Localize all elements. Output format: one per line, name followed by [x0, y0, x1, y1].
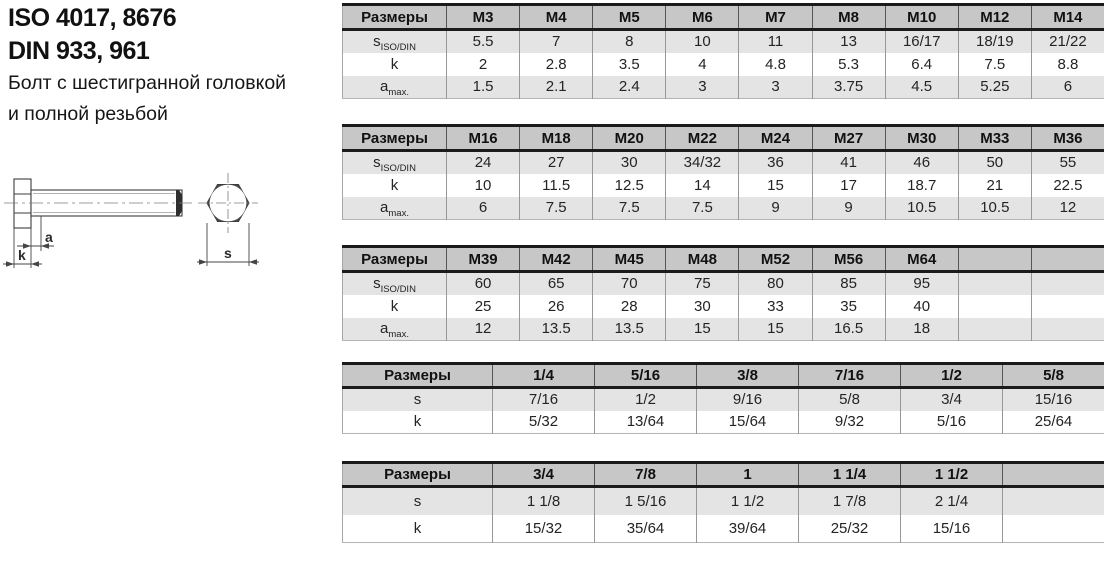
dimension-value-cell: 10.5 [885, 197, 958, 220]
dimension-value-cell: 7.5 [958, 53, 1031, 76]
dimension-value-cell: 1 1/2 [697, 487, 799, 515]
row-label-symbol: k [390, 176, 399, 194]
dimension-value-cell: 10 [447, 174, 520, 197]
row-label-subscript: max. [388, 329, 409, 341]
size-column-header: 3/4 [493, 463, 595, 487]
iso-standard-title: ISO 4017, 8676 [8, 4, 177, 32]
dimension-value-cell [958, 318, 1031, 341]
arrow-k-left [6, 261, 14, 267]
dimension-value-cell: 6 [447, 197, 520, 220]
size-column-header: M8 [812, 5, 885, 30]
row-label [343, 174, 447, 197]
size-column-header: M36 [1031, 126, 1104, 151]
dimension-value-cell: 3.5 [593, 53, 666, 76]
dimension-value-cell: 7 [520, 30, 593, 53]
row-label-symbol: s [413, 492, 422, 510]
dimension-value-cell: 30 [666, 295, 739, 318]
row-label [343, 487, 493, 515]
dimension-label-s: s [224, 245, 232, 261]
dimension-value-cell: 11 [739, 30, 812, 53]
dimension-value-cell: 33 [739, 295, 812, 318]
size-column-header: M18 [520, 126, 593, 151]
dimension-value-cell: 9 [739, 197, 812, 220]
dimension-value-cell: 9/32 [799, 411, 901, 434]
dimension-value-cell: 15/16 [1003, 388, 1104, 411]
size-column-header [1031, 247, 1104, 272]
dimension-value-cell: 4 [666, 53, 739, 76]
dimension-value-cell: 6.4 [885, 53, 958, 76]
bolt-end-view [197, 173, 259, 266]
size-column-header: 1 1/2 [901, 463, 1003, 487]
dimension-table-inch-sizes-threequarters-to-oneandhalf [342, 461, 1104, 543]
dimension-value-cell: 35 [812, 295, 885, 318]
dimension-value-cell: 21/22 [1031, 30, 1104, 53]
dimension-value-cell: 1.5 [447, 76, 520, 99]
dimension-table-metric-sizes-m3-m14 [342, 3, 1104, 99]
dimension-value-cell: 75 [666, 272, 739, 295]
arrow-s-right [249, 259, 257, 265]
dimension-value-cell: 11.5 [520, 174, 593, 197]
dimension-value-cell: 18.7 [885, 174, 958, 197]
product-description-line2: и полной резьбой [8, 103, 168, 125]
dimension-value-cell [1031, 295, 1104, 318]
bolt-side-view [4, 179, 192, 228]
size-column-header: 1/2 [901, 364, 1003, 388]
size-column-header: M45 [593, 247, 666, 272]
size-column-header: M3 [447, 5, 520, 30]
dimension-value-cell: 1 5/16 [595, 487, 697, 515]
row-label [343, 30, 447, 53]
size-column-header: M27 [812, 126, 885, 151]
row-label-symbol: a [380, 78, 389, 96]
row-label [343, 318, 447, 341]
dimension-value-cell: 5/16 [901, 411, 1003, 434]
bolt-technical-drawing [0, 165, 280, 290]
dimension-value-cell: 7.5 [520, 197, 593, 220]
dimension-value-cell: 5.25 [958, 76, 1031, 99]
row-label-symbol: k [413, 413, 422, 431]
dimension-value-cell: 12.5 [593, 174, 666, 197]
dimension-value-cell: 3/4 [901, 388, 1003, 411]
dimension-value-cell [958, 295, 1031, 318]
dimension-value-cell: 15/64 [697, 411, 799, 434]
dimension-value-cell: 30 [593, 151, 666, 174]
row-label [343, 295, 447, 318]
size-column-header: M42 [520, 247, 593, 272]
row-label-symbol: a [380, 199, 389, 217]
size-column-header: 1 1/4 [799, 463, 901, 487]
row-label-symbol: a [380, 320, 389, 338]
dimension-value-cell [1003, 487, 1104, 515]
row-label-symbol: k [390, 55, 399, 73]
dimension-value-cell: 4.5 [885, 76, 958, 99]
size-column-header: M14 [1031, 5, 1104, 30]
row-label-subscript: max. [388, 208, 409, 220]
dimension-value-cell: 17 [812, 174, 885, 197]
row-label-subscript: ISO/DIN [380, 42, 416, 54]
dimension-value-cell: 5.5 [447, 30, 520, 53]
dimension-value-cell: 26 [520, 295, 593, 318]
dimension-value-cell: 35/64 [595, 515, 697, 543]
dimension-table-inch-sizes-quarter-to-fiveeighths [342, 362, 1104, 434]
dimension-value-cell: 13.5 [520, 318, 593, 341]
row-label [343, 53, 447, 76]
size-column-header: M16 [447, 126, 520, 151]
dimension-value-cell: 36 [739, 151, 812, 174]
dimension-value-cell [1003, 515, 1104, 543]
dimension-value-cell: 25/32 [799, 515, 901, 543]
tables-root [342, 3, 1104, 543]
row-label [343, 197, 447, 220]
size-column-header: M52 [739, 247, 812, 272]
size-column-header [958, 247, 1031, 272]
dimension-value-cell: 21 [958, 174, 1031, 197]
row-label-symbol: k [413, 519, 422, 537]
dimension-value-cell: 16.5 [812, 318, 885, 341]
dimension-value-cell: 4.8 [739, 53, 812, 76]
dimension-value-cell: 25 [447, 295, 520, 318]
size-column-header: M30 [885, 126, 958, 151]
dimension-value-cell: 10 [666, 30, 739, 53]
row-label-subscript: ISO/DIN [380, 284, 416, 296]
arrow-s-left [199, 259, 207, 265]
dimension-value-cell: 2.4 [593, 76, 666, 99]
size-column-header: 7/8 [595, 463, 697, 487]
size-column-header: M4 [520, 5, 593, 30]
size-column-header: 3/8 [697, 364, 799, 388]
table-corner-header: Размеры [343, 5, 447, 30]
size-column-header: 5/8 [1003, 364, 1104, 388]
row-label [343, 151, 447, 174]
size-column-header: M56 [812, 247, 885, 272]
dimension-value-cell: 24 [447, 151, 520, 174]
row-label-subscript: max. [388, 87, 409, 99]
dimension-value-cell: 2.1 [520, 76, 593, 99]
dimension-value-cell: 12 [447, 318, 520, 341]
size-column-header: 7/16 [799, 364, 901, 388]
size-column-header: 1 [697, 463, 799, 487]
dimension-value-cell: 50 [958, 151, 1031, 174]
dimension-table-metric-sizes-m39-m64 [342, 245, 1104, 341]
size-column-header: M5 [593, 5, 666, 30]
table-corner-header: Размеры [343, 463, 493, 487]
dimension-value-cell: 41 [812, 151, 885, 174]
dimension-value-cell: 18/19 [958, 30, 1031, 53]
table-corner-header: Размеры [343, 247, 447, 272]
product-description-line1: Болт с шестигранной головкой [8, 72, 287, 94]
dimension-value-cell: 1 1/8 [493, 487, 595, 515]
size-column-header: M24 [739, 126, 812, 151]
dimension-value-cell: 8 [593, 30, 666, 53]
title-block [8, 2, 338, 130]
row-label [343, 515, 493, 543]
dimension-value-cell: 95 [885, 272, 958, 295]
dimension-value-cell: 34/32 [666, 151, 739, 174]
dimension-value-cell: 25/64 [1003, 411, 1104, 434]
dimension-value-cell: 5.3 [812, 53, 885, 76]
dimension-value-cell: 15/32 [493, 515, 595, 543]
dimension-value-cell: 15 [739, 318, 812, 341]
dimension-value-cell: 2 1/4 [901, 487, 1003, 515]
dimension-value-cell: 6 [1031, 76, 1104, 99]
size-column-header: M33 [958, 126, 1031, 151]
dimension-value-cell: 15 [666, 318, 739, 341]
dimension-value-cell: 55 [1031, 151, 1104, 174]
dimension-value-cell: 9/16 [697, 388, 799, 411]
table-corner-header: Размеры [343, 126, 447, 151]
arrow-k-right [31, 261, 39, 267]
dimension-value-cell: 9 [812, 197, 885, 220]
row-label-symbol: k [390, 297, 399, 315]
dimension-table-metric-sizes-m16-m36 [342, 124, 1104, 220]
row-label [343, 272, 447, 295]
dimension-value-cell: 3 [739, 76, 812, 99]
dimension-value-cell: 27 [520, 151, 593, 174]
dimension-value-cell: 46 [885, 151, 958, 174]
size-column-header: M6 [666, 5, 739, 30]
size-column-header: M48 [666, 247, 739, 272]
dimension-value-cell: 5/8 [799, 388, 901, 411]
size-column-header: M22 [666, 126, 739, 151]
row-label-symbol: s [373, 33, 381, 51]
dimension-label-k: k [18, 247, 26, 263]
dimension-value-cell [1031, 272, 1104, 295]
size-column-header: M20 [593, 126, 666, 151]
dimension-value-cell [1031, 318, 1104, 341]
dimension-value-cell: 15/16 [901, 515, 1003, 543]
dimension-value-cell: 7/16 [493, 388, 595, 411]
size-column-header: 5/16 [595, 364, 697, 388]
dimension-value-cell: 1 7/8 [799, 487, 901, 515]
dimension-tables-panel [342, 0, 1104, 543]
dimension-value-cell: 16/17 [885, 30, 958, 53]
dimension-label-a: a [45, 229, 53, 245]
size-column-header [1003, 463, 1104, 487]
dimension-value-cell: 1/2 [595, 388, 697, 411]
dimension-value-cell: 60 [447, 272, 520, 295]
dimension-value-cell: 14 [666, 174, 739, 197]
row-label-symbol: s [373, 154, 381, 172]
row-label [343, 76, 447, 99]
dimension-value-cell: 39/64 [697, 515, 799, 543]
dimension-value-cell: 22.5 [1031, 174, 1104, 197]
row-label [343, 411, 493, 434]
dimension-value-cell: 3.75 [812, 76, 885, 99]
dimension-value-cell: 2 [447, 53, 520, 76]
dimension-value-cell: 7.5 [593, 197, 666, 220]
size-column-header: M64 [885, 247, 958, 272]
dimension-value-cell: 2.8 [520, 53, 593, 76]
dimension-value-cell: 28 [593, 295, 666, 318]
dimension-value-cell: 65 [520, 272, 593, 295]
dimension-value-cell: 13 [812, 30, 885, 53]
dimension-value-cell: 13.5 [593, 318, 666, 341]
dimension-value-cell: 5/32 [493, 411, 595, 434]
dimension-value-cell: 7.5 [666, 197, 739, 220]
row-label-symbol: s [413, 391, 422, 409]
size-column-header: 1/4 [493, 364, 595, 388]
size-column-header: M12 [958, 5, 1031, 30]
dimension-value-cell: 40 [885, 295, 958, 318]
dimension-value-cell: 80 [739, 272, 812, 295]
dimension-value-cell: 70 [593, 272, 666, 295]
bolt-drawing-svg [0, 165, 280, 290]
table-corner-header: Размеры [343, 364, 493, 388]
row-label-symbol: s [373, 275, 381, 293]
dimension-value-cell: 8.8 [1031, 53, 1104, 76]
row-label-subscript: ISO/DIN [380, 163, 416, 175]
dimension-value-cell: 10.5 [958, 197, 1031, 220]
size-column-header: M10 [885, 5, 958, 30]
size-column-header: M39 [447, 247, 520, 272]
din-standard-title: DIN 933, 961 [8, 37, 150, 65]
dimension-value-cell: 3 [666, 76, 739, 99]
dimension-value-cell: 12 [1031, 197, 1104, 220]
dimension-value-cell [958, 272, 1031, 295]
dimension-value-cell: 13/64 [595, 411, 697, 434]
row-label [343, 388, 493, 411]
size-column-header: M7 [739, 5, 812, 30]
dimension-value-cell: 15 [739, 174, 812, 197]
dimension-value-cell: 85 [812, 272, 885, 295]
dimension-value-cell: 18 [885, 318, 958, 341]
